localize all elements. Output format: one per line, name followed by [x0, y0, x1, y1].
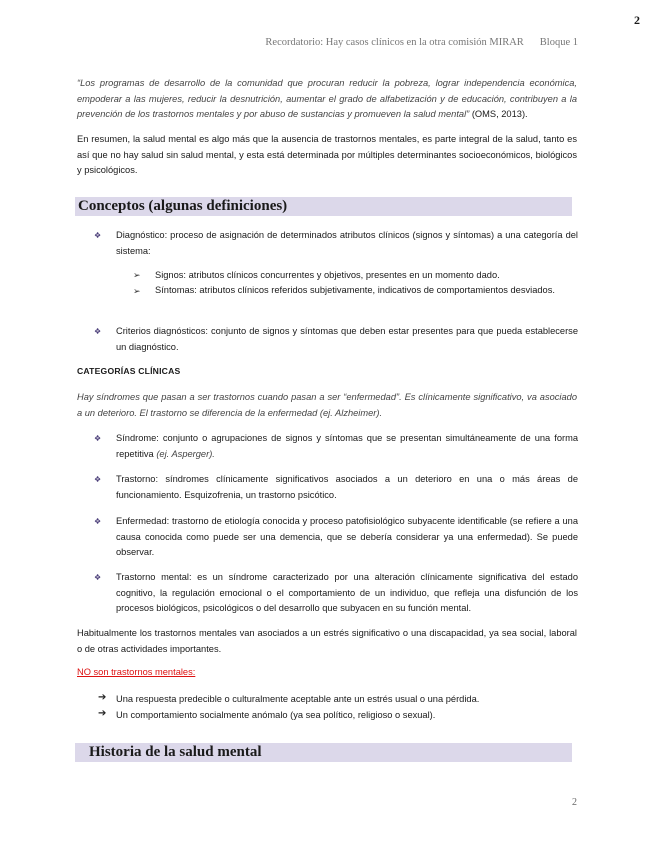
intro-quote-paragraph: [77, 76, 577, 123]
intro-citation: (OMS, 2013).: [469, 109, 528, 119]
not-disorder-item: Una respuesta predecible o culturalmente aceptable ante un estrés usual o una pérdida.: [116, 694, 480, 704]
closing-paragraph: Habitualmente los trastornos mentales van asociados a un estrés significativo o una discapacidad, ya sea social, laboral o de otras actividades importantes.: [77, 628, 577, 654]
intro-summary: En resumen, la salud mental es algo más que la ausencia de trastornos mentales, es parte integral de la salud, tanto es así que no hay salud sin salud mental, y esta está determinada por múltiples determinantes socioeconómicos, biológicos y psicológicos.: [77, 134, 577, 175]
definition-signos: Signos: atributos clínicos concurrentes y objetivos, presentes en un momento dado.: [155, 270, 500, 280]
section-heading-historia: [75, 743, 572, 762]
categoria-trastorno: Trastorno: síndromes clínicamente significativos asociados a un deterioro en una o más áreas de funcionamiento. Esquizofrenia, un trastorno psicótico.: [116, 474, 578, 500]
diamond-bullet-icon: ❖: [94, 475, 102, 484]
categoria-trastorno-mental: Trastorno mental: es un síndrome caracterizado por una alteración clínicamente significativa del estado cognitivo, la regulación emocional o el comportamiento de un individuo, que refleja una disfunción de los procesos biológicos, psicológicos o del desarrollo que subyacen en su función mental.: [116, 572, 578, 613]
page-header: [265, 37, 578, 48]
categoria-enfermedad: Enfermedad: trastorno de etiología conocida y proceso patofisiológico subyacente identificable (se refiere a una causa conocida como puede ser una demencia, que se debería considerar ya una enfermedad). Se puede observar.: [116, 516, 578, 557]
footer-page-number: 2: [572, 797, 577, 808]
not-disorder-item: Un comportamiento socialmente anómalo (ya sea político, religioso o sexual).: [116, 710, 436, 720]
not-disorders-heading: NO son trastornos mentales:: [77, 667, 196, 677]
header-bloque: Bloque 1: [539, 37, 578, 48]
corner-page-number: 2: [634, 13, 640, 27]
header-title: Recordatorio: Hay casos clínicos en la otra comisión MIRAR: [265, 37, 524, 48]
diamond-bullet-icon: ❖: [94, 573, 102, 582]
sindrome-example: (ej. Asperger).: [153, 448, 215, 459]
section-title: Historia de la salud mental: [89, 744, 262, 760]
right-arrow-icon: ➔: [98, 708, 107, 719]
diamond-bullet-icon: ❖: [94, 434, 102, 443]
categorias-heading: CATEGORÍAS CLÍNICAS: [77, 366, 181, 376]
definition-criterios: Criterios diagnósticos: conjunto de signos y síntomas que deben estar presentes para que pueda establecerse un diagnóstico.: [116, 326, 578, 352]
diamond-bullet-icon: ❖: [94, 517, 102, 526]
intro-quote: “Los programas de desarrollo de la comunidad que procuran reducir la pobreza, lograr independencia económica, empoderar a las mujeres, reducir la desnutrición, aumentar el grado de alfabetización y de educación, contribuyen a la prevención de los trastornos mentales y por abuso de sustancias y promueven la salud mental”: [77, 78, 577, 119]
diamond-bullet-icon: ❖: [94, 231, 102, 240]
arrowhead-bullet-icon: ➢: [133, 286, 141, 296]
definition-sintomas: Síntomas: atributos clínicos referidos subjetivamente, indicativos de comportamientos desviados.: [155, 285, 555, 295]
diamond-bullet-icon: ❖: [94, 327, 102, 336]
section-title: Conceptos (algunas definiciones): [78, 198, 288, 214]
arrowhead-bullet-icon: ➢: [133, 270, 141, 280]
definition-diagnostico: Diagnóstico: proceso de asignación de determinados atributos clínicos (signos y síntomas) a una categoría del sistema:: [116, 230, 578, 256]
categorias-intro: Hay síndromes que pasan a ser trastornos cuando pasan a ser “enfermedad”. Es clínicamente significativo, va asociado a un deterioro. El trastorno se diferencia de la enfermedad (ej. Alzheimer).: [77, 392, 577, 418]
section-heading-conceptos: [75, 197, 572, 216]
categoria-sindrome: [116, 431, 578, 462]
right-arrow-icon: ➔: [98, 692, 107, 703]
sindrome-text: Síndrome: conjunto o agrupaciones de signos y síntomas que se presentan simultáneamente de una forma repetitiva: [116, 433, 578, 459]
